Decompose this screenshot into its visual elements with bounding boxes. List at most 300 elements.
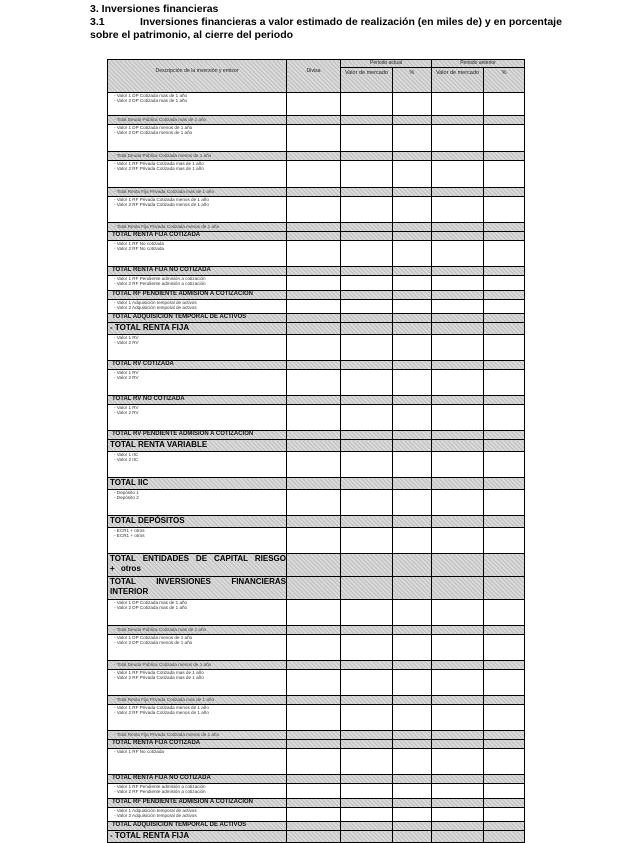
market-value-current-cell xyxy=(341,125,393,152)
percent-previous-cell xyxy=(484,276,525,291)
currency-cell xyxy=(287,528,341,554)
percent-previous-cell xyxy=(484,161,525,188)
market-value-current-cell xyxy=(341,314,393,323)
currency-cell xyxy=(287,116,341,125)
percent-current-cell xyxy=(393,705,432,731)
percent-previous-cell xyxy=(484,452,525,478)
description-line: - Total Renta Fija Privada Cotizada mas de 1 año xyxy=(114,697,215,702)
currency-cell xyxy=(287,626,341,635)
market-value-previous-cell xyxy=(432,197,484,223)
description-cell xyxy=(108,705,287,731)
description-line: TOTAL RV COTIZADA xyxy=(112,361,174,367)
market-value-current-cell xyxy=(341,478,393,490)
description-cell xyxy=(108,314,287,323)
market-value-previous-cell xyxy=(432,554,484,577)
percent-previous-cell xyxy=(484,241,525,267)
percent-current-cell xyxy=(393,808,432,822)
percent-previous-cell xyxy=(484,600,525,626)
market-value-previous-cell xyxy=(432,276,484,291)
percent-previous-cell xyxy=(484,731,525,740)
currency-cell xyxy=(287,300,341,314)
description-line: - Valor 1 RF Pendiente admisión a cotización xyxy=(114,784,206,789)
description-line: TOTAL ADQUISICIÓN TEMPORAL DE ACTIVOS xyxy=(112,314,247,320)
percent-previous-cell xyxy=(484,661,525,670)
description-line: - Valor 2 Adquisición temporal de activos xyxy=(114,305,197,311)
market-value-current-cell xyxy=(341,775,393,784)
table-row xyxy=(108,705,525,731)
percent-previous-cell xyxy=(484,291,525,300)
description-line: - Valor 1 RV xyxy=(114,405,139,410)
description-cell xyxy=(108,232,287,241)
market-value-current-cell xyxy=(341,223,393,232)
description-line: - Valor 1 RV xyxy=(114,335,139,340)
market-value-previous-cell xyxy=(432,528,484,554)
description-line: - Total Renta Fija Privada Cotizada menos de 1 año xyxy=(114,732,220,737)
currency-cell xyxy=(287,370,341,396)
total-row xyxy=(108,516,525,528)
description-cell xyxy=(108,626,287,635)
percent-current-cell xyxy=(393,452,432,478)
description-line: - Valor 1 Adquisición temporal de activos xyxy=(114,808,197,813)
percent-previous-cell xyxy=(484,267,525,276)
percent-previous-cell xyxy=(484,478,525,490)
total-row xyxy=(108,431,525,440)
currency-cell xyxy=(287,223,341,232)
description-cell xyxy=(108,775,287,784)
percent-previous-cell xyxy=(484,808,525,822)
description-line: TOTAL ADQUISICIÓN TEMPORAL DE ACTIVOS xyxy=(112,822,247,828)
header-period-previous: Periodo anterior xyxy=(432,60,525,68)
percent-current-cell xyxy=(393,670,432,696)
percent-current-cell xyxy=(393,300,432,314)
description-line: TOTAL IIC xyxy=(110,478,149,487)
percent-current-cell xyxy=(393,314,432,323)
percent-previous-cell xyxy=(484,335,525,361)
market-value-current-cell xyxy=(341,370,393,396)
table-row xyxy=(108,161,525,188)
description-line: - Total Renta Fija Privada Cotizada menos de 1 año xyxy=(114,224,220,229)
total-row xyxy=(108,188,525,197)
percent-current-cell xyxy=(393,490,432,516)
description-cell xyxy=(108,731,287,740)
market-value-current-cell xyxy=(341,197,393,223)
description-cell xyxy=(108,799,287,808)
market-value-previous-cell xyxy=(432,731,484,740)
currency-cell xyxy=(287,152,341,161)
percent-current-cell xyxy=(393,516,432,528)
description-cell xyxy=(108,161,287,188)
description-line: TOTAL RENTA VARIABLE xyxy=(110,440,208,449)
percent-previous-cell xyxy=(484,577,525,600)
market-value-previous-cell xyxy=(432,799,484,808)
description-cell xyxy=(108,670,287,696)
market-value-previous-cell xyxy=(432,740,484,749)
description-cell xyxy=(108,323,287,335)
header-currency: Divisa xyxy=(287,60,341,93)
percent-previous-cell xyxy=(484,197,525,223)
header-description: Descripción de la inversión y emisor xyxy=(108,60,287,93)
market-value-previous-cell xyxy=(432,361,484,370)
percent-previous-cell xyxy=(484,93,525,116)
currency-cell xyxy=(287,361,341,370)
description-line: - Valor 1 RV xyxy=(114,370,139,375)
percent-previous-cell xyxy=(484,223,525,232)
percent-current-cell xyxy=(393,125,432,152)
currency-cell xyxy=(287,125,341,152)
market-value-current-cell xyxy=(341,749,393,775)
description-line: - Valor 2 RV xyxy=(114,410,139,416)
description-cell xyxy=(108,370,287,396)
header-market-value-previous: Valor de mercado xyxy=(432,68,484,93)
percent-previous-cell xyxy=(484,396,525,405)
market-value-previous-cell xyxy=(432,626,484,635)
percent-previous-cell xyxy=(484,635,525,661)
currency-cell xyxy=(287,188,341,197)
description-cell xyxy=(108,452,287,478)
description-line: - Valor 2 DP Cotizada menos de 1 año xyxy=(114,640,193,646)
table-header xyxy=(108,60,525,93)
percent-previous-cell xyxy=(484,696,525,705)
percent-current-cell xyxy=(393,405,432,431)
market-value-current-cell xyxy=(341,405,393,431)
description-line: - ECR1 + otros xyxy=(114,533,145,539)
market-value-current-cell xyxy=(341,396,393,405)
market-value-previous-cell xyxy=(432,516,484,528)
market-value-previous-cell xyxy=(432,831,484,843)
total-row xyxy=(108,223,525,232)
total-row xyxy=(108,577,525,600)
market-value-current-cell xyxy=(341,440,393,452)
percent-current-cell xyxy=(393,276,432,291)
percent-current-cell xyxy=(393,116,432,125)
description-cell xyxy=(108,405,287,431)
description-line: - Total Deuda Pública Cotizada mas de 1 año xyxy=(114,117,207,122)
total-row xyxy=(108,323,525,335)
description-cell xyxy=(108,361,287,370)
market-value-current-cell xyxy=(341,808,393,822)
market-value-previous-cell xyxy=(432,440,484,452)
description-cell xyxy=(108,125,287,152)
description-line: TOTAL RV PENDIENTE ADMISIÓN A COTIZACIÓN xyxy=(112,431,254,437)
percent-current-cell xyxy=(393,696,432,705)
description-line: - Valor 1 DP Cotizada mas de 1 año xyxy=(114,93,188,98)
description-line: TOTAL RF PENDIENTE ADMISION A COTIZACION xyxy=(112,291,253,297)
description-line: TOTAL INVERSIONES FINANCIERAS INTERIOR xyxy=(110,577,286,596)
currency-cell xyxy=(287,232,341,241)
table-row xyxy=(108,490,525,516)
market-value-previous-cell xyxy=(432,670,484,696)
market-value-previous-cell xyxy=(432,600,484,626)
market-value-current-cell xyxy=(341,361,393,370)
description-line: - Valor 1 RF Privada Cotizada menos de 1 año xyxy=(114,197,209,202)
total-row xyxy=(108,661,525,670)
description-line: - Valor 2 RF Privada Cotizada menos de 1 año xyxy=(114,202,209,208)
market-value-current-cell xyxy=(341,696,393,705)
percent-previous-cell xyxy=(484,490,525,516)
currency-cell xyxy=(287,740,341,749)
market-value-current-cell xyxy=(341,152,393,161)
market-value-previous-cell xyxy=(432,241,484,267)
table-row xyxy=(108,241,525,267)
market-value-current-cell xyxy=(341,232,393,241)
table-row xyxy=(108,749,525,775)
market-value-current-cell xyxy=(341,831,393,843)
market-value-previous-cell xyxy=(432,696,484,705)
percent-current-cell xyxy=(393,775,432,784)
description-cell xyxy=(108,396,287,405)
percent-previous-cell xyxy=(484,125,525,152)
description-cell xyxy=(108,696,287,705)
currency-cell xyxy=(287,799,341,808)
currency-cell xyxy=(287,661,341,670)
currency-cell xyxy=(287,335,341,361)
currency-cell xyxy=(287,490,341,516)
table-row xyxy=(108,808,525,822)
description-cell xyxy=(108,431,287,440)
description-line: - TOTAL RENTA FIJA xyxy=(110,831,190,840)
percent-current-cell xyxy=(393,361,432,370)
percent-previous-cell xyxy=(484,799,525,808)
percent-previous-cell xyxy=(484,822,525,831)
description-line: - Valor 2 Adquisición temporal de activos xyxy=(114,813,197,819)
table-row xyxy=(108,452,525,478)
percent-current-cell xyxy=(393,731,432,740)
description-line: - Valor 2 RV xyxy=(114,375,139,381)
market-value-current-cell xyxy=(341,300,393,314)
currency-cell xyxy=(287,452,341,478)
market-value-previous-cell xyxy=(432,323,484,335)
total-row xyxy=(108,478,525,490)
description-line: TOTAL DEPÓSITOS xyxy=(110,516,185,525)
percent-current-cell xyxy=(393,188,432,197)
total-row xyxy=(108,267,525,276)
market-value-previous-cell xyxy=(432,749,484,775)
subsection-title-line2: sobre el patrimonio, al cierre del periodo xyxy=(90,29,294,41)
market-value-previous-cell xyxy=(432,478,484,490)
total-row xyxy=(108,831,525,843)
total-row xyxy=(108,775,525,784)
market-value-current-cell xyxy=(341,554,393,577)
percent-previous-cell xyxy=(484,314,525,323)
market-value-previous-cell xyxy=(432,223,484,232)
percent-current-cell xyxy=(393,478,432,490)
percent-previous-cell xyxy=(484,232,525,241)
percent-previous-cell xyxy=(484,784,525,799)
market-value-current-cell xyxy=(341,740,393,749)
description-line: TOTAL RENTA FIJA COTIZADA xyxy=(112,740,201,746)
percent-previous-cell xyxy=(484,626,525,635)
currency-cell xyxy=(287,93,341,116)
market-value-current-cell xyxy=(341,799,393,808)
percent-current-cell xyxy=(393,440,432,452)
description-cell xyxy=(108,478,287,490)
market-value-current-cell xyxy=(341,161,393,188)
currency-cell xyxy=(287,314,341,323)
description-line: - Total Deuda Pública Cotizada mas de 1 año xyxy=(114,627,207,632)
currency-cell xyxy=(287,775,341,784)
percent-previous-cell xyxy=(484,300,525,314)
table-row xyxy=(108,670,525,696)
total-row xyxy=(108,361,525,370)
percent-current-cell xyxy=(393,799,432,808)
currency-cell xyxy=(287,705,341,731)
table-row xyxy=(108,635,525,661)
market-value-current-cell xyxy=(341,661,393,670)
currency-cell xyxy=(287,291,341,300)
percent-current-cell xyxy=(393,431,432,440)
description-cell xyxy=(108,661,287,670)
description-cell xyxy=(108,600,287,626)
market-value-current-cell xyxy=(341,241,393,267)
percent-previous-cell xyxy=(484,554,525,577)
subsection-title xyxy=(90,16,630,29)
percent-current-cell xyxy=(393,626,432,635)
table-row xyxy=(108,600,525,626)
currency-cell xyxy=(287,405,341,431)
description-cell xyxy=(108,267,287,276)
description-line: - Valor 1 RF Privada Cotizada mas de 1 año xyxy=(114,161,204,166)
table-row xyxy=(108,276,525,291)
total-row xyxy=(108,731,525,740)
percent-current-cell xyxy=(393,232,432,241)
percent-previous-cell xyxy=(484,528,525,554)
percent-current-cell xyxy=(393,93,432,116)
market-value-previous-cell xyxy=(432,125,484,152)
description-cell xyxy=(108,300,287,314)
header-percent-previous: % xyxy=(484,68,525,93)
description-cell xyxy=(108,335,287,361)
market-value-current-cell xyxy=(341,93,393,116)
percent-current-cell xyxy=(393,528,432,554)
currency-cell xyxy=(287,831,341,843)
description-cell xyxy=(108,152,287,161)
market-value-current-cell xyxy=(341,822,393,831)
percent-current-cell xyxy=(393,577,432,600)
market-value-current-cell xyxy=(341,635,393,661)
market-value-previous-cell xyxy=(432,490,484,516)
market-value-current-cell xyxy=(341,431,393,440)
market-value-current-cell xyxy=(341,335,393,361)
percent-current-cell xyxy=(393,223,432,232)
description-line: - Valor 1 RF No cotizada xyxy=(114,241,164,246)
market-value-current-cell xyxy=(341,784,393,799)
percent-previous-cell xyxy=(484,361,525,370)
market-value-current-cell xyxy=(341,528,393,554)
table-row xyxy=(108,300,525,314)
market-value-previous-cell xyxy=(432,661,484,670)
percent-previous-cell xyxy=(484,323,525,335)
description-line: TOTAL RENTA FIJA NO COTIZADA xyxy=(112,775,211,781)
market-value-current-cell xyxy=(341,116,393,125)
total-row xyxy=(108,396,525,405)
percent-current-cell xyxy=(393,396,432,405)
percent-previous-cell xyxy=(484,705,525,731)
currency-cell xyxy=(287,396,341,405)
currency-cell xyxy=(287,577,341,600)
description-cell xyxy=(108,831,287,843)
description-line: - Valor 1 RF No cotizada xyxy=(114,749,164,754)
percent-current-cell xyxy=(393,740,432,749)
description-cell xyxy=(108,116,287,125)
market-value-current-cell xyxy=(341,267,393,276)
section-title: 3. Inversiones financieras xyxy=(90,3,219,15)
description-line: - Valor 2 RF No cotizada xyxy=(114,246,164,252)
currency-cell xyxy=(287,440,341,452)
description-line: - Total Renta Fija Privada Cotizada mas de 1 año xyxy=(114,189,215,194)
table-row xyxy=(108,335,525,361)
market-value-current-cell xyxy=(341,731,393,740)
description-line: - Valor 1 DP Cotizada menos de 1 año xyxy=(114,125,193,130)
table-row xyxy=(108,93,525,116)
market-value-current-cell xyxy=(341,626,393,635)
percent-current-cell xyxy=(393,661,432,670)
percent-current-cell xyxy=(393,291,432,300)
description-cell xyxy=(108,93,287,116)
market-value-current-cell xyxy=(341,600,393,626)
market-value-previous-cell xyxy=(432,314,484,323)
percent-current-cell xyxy=(393,335,432,361)
market-value-previous-cell xyxy=(432,291,484,300)
percent-previous-cell xyxy=(484,831,525,843)
description-line: TOTAL RF PENDIENTE ADMISIÓN A COTIZACIÓN xyxy=(112,799,253,805)
market-value-previous-cell xyxy=(432,431,484,440)
market-value-previous-cell xyxy=(432,705,484,731)
description-line: - Valor 2 RF Pendiente admisión a cotización xyxy=(114,789,206,795)
header-period-current: Periodo actual xyxy=(341,60,432,68)
table-row xyxy=(108,125,525,152)
description-cell xyxy=(108,223,287,232)
currency-cell xyxy=(287,600,341,626)
market-value-previous-cell xyxy=(432,161,484,188)
currency-cell xyxy=(287,554,341,577)
percent-previous-cell xyxy=(484,152,525,161)
percent-current-cell xyxy=(393,554,432,577)
market-value-previous-cell xyxy=(432,452,484,478)
percent-current-cell xyxy=(393,161,432,188)
percent-current-cell xyxy=(393,749,432,775)
percent-current-cell xyxy=(393,152,432,161)
total-row xyxy=(108,291,525,300)
description-cell xyxy=(108,635,287,661)
description-line: - Total Deuda Pública Cotizada menos de 1 año xyxy=(114,662,212,667)
total-row xyxy=(108,822,525,831)
description-cell xyxy=(108,740,287,749)
market-value-previous-cell xyxy=(432,775,484,784)
currency-cell xyxy=(287,822,341,831)
description-line: TOTAL RENTA FIJA NO COTIZADA xyxy=(112,267,211,273)
market-value-current-cell xyxy=(341,670,393,696)
total-row xyxy=(108,440,525,452)
market-value-previous-cell xyxy=(432,396,484,405)
percent-current-cell xyxy=(393,323,432,335)
description-line: - Valor 1 RF Privada Cotizada menos de 1 año xyxy=(114,705,209,710)
description-line: - TOTAL RENTA FIJA xyxy=(110,323,190,332)
currency-cell xyxy=(287,696,341,705)
market-value-current-cell xyxy=(341,188,393,197)
market-value-previous-cell xyxy=(432,808,484,822)
currency-cell xyxy=(287,749,341,775)
total-row xyxy=(108,696,525,705)
description-cell xyxy=(108,577,287,600)
description-cell xyxy=(108,808,287,822)
description-cell xyxy=(108,490,287,516)
description-cell xyxy=(108,822,287,831)
percent-current-cell xyxy=(393,197,432,223)
description-line: - Valor 2 RV xyxy=(114,340,139,346)
table-row xyxy=(108,528,525,554)
currency-cell xyxy=(287,731,341,740)
subsection-number: 3.1 xyxy=(90,16,105,28)
